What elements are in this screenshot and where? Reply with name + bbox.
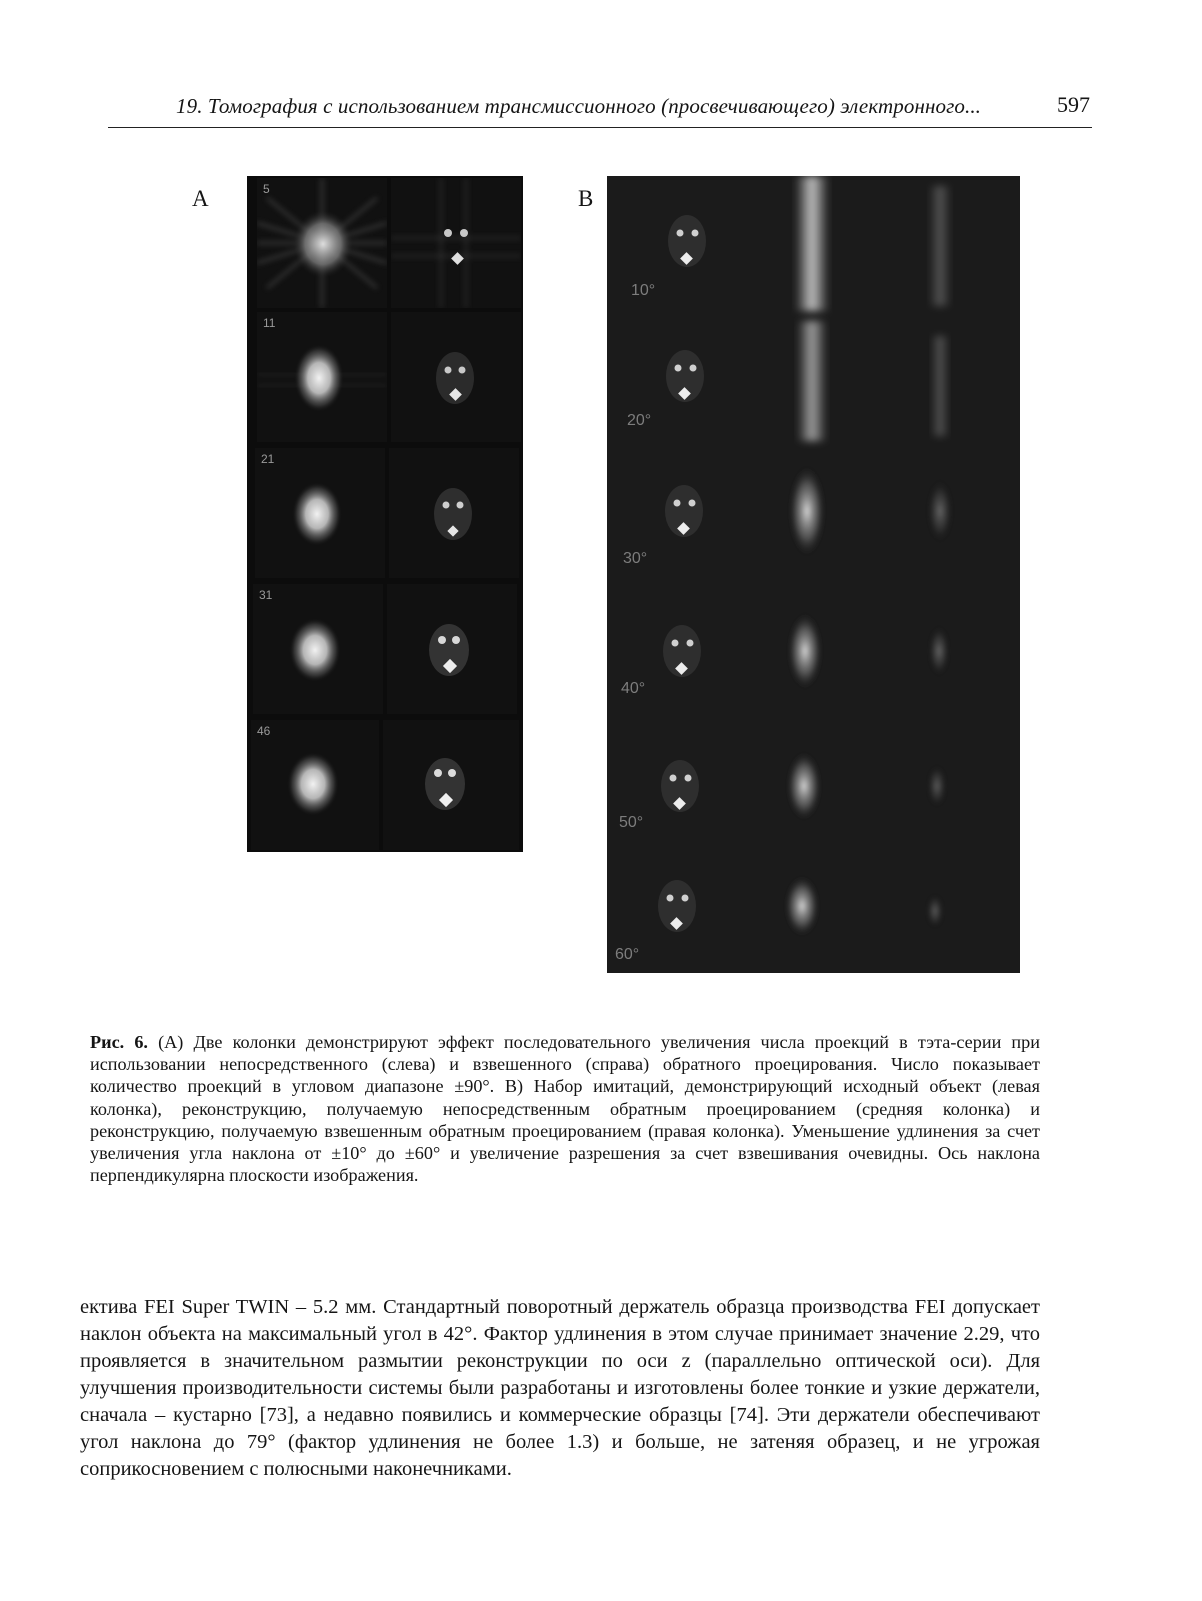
panel-b-label: B (578, 186, 594, 211)
panel-a-cell-weighted-2 (391, 312, 521, 442)
projection-count-label: 31 (259, 588, 273, 602)
running-header (108, 92, 1092, 128)
tilt-angle-label: 40° (621, 680, 646, 697)
running-title: 19. Томография с использованием трансмиссионного (просвечивающего) электронного... (176, 94, 982, 118)
figure-caption (90, 1031, 1040, 1186)
panel-a-grid (247, 176, 523, 852)
panel-a-cell-direct-5 (251, 720, 379, 850)
tilt-angle-label: 10° (631, 282, 656, 299)
panel-a-cell-weighted-1 (391, 178, 521, 308)
panel-b-grid (607, 176, 1020, 973)
tilt-angle-label: 50° (619, 814, 644, 831)
projection-count-label: 11 (263, 316, 276, 330)
body-text (80, 1294, 1040, 1483)
panel-a-cell-direct-1 (257, 178, 387, 308)
panel-a-cell-direct-2 (257, 312, 387, 442)
tilt-angle-label: 30° (623, 550, 648, 567)
projection-count-label: 21 (261, 452, 275, 466)
tilt-angle-label: 20° (627, 412, 652, 429)
body-paragraph: ектива FEI Super TWIN – 5.2 мм. Стандартный поворотный держатель образца производства FEI допускает наклон объекта на максимальный угол в 42°. Фактор удлинения в этом случае принимает значение 2.29, что проявляется в значительном размытии реконструкции по оси z (параллельно оптической оси). Для улучшения производительности системы были разработаны и изготовлены более тонкие и узкие держатели, сначала – кустарно [73], а недавно появились и коммерческие образцы [74]. Эти держатели обеспечивают угол наклона до 79° (фактор удлинения не более 1.3) и больше, не затеняя образец, и не угрожая соприкосновением с полюсными наконечниками. (80, 1296, 1040, 1480)
projection-count-label: 46 (257, 724, 271, 738)
page-number: 597 (1057, 92, 1090, 117)
panel-a-cell-direct-3 (255, 448, 385, 578)
panel-b-simulations (607, 176, 1020, 973)
panel-a-cell-weighted-5 (383, 720, 519, 850)
panel-a-label: A (192, 186, 209, 211)
projection-count-label: 5 (263, 182, 270, 196)
header-rule (108, 127, 1092, 128)
figure-caption-text: (А) Две колонки демонстрируют эффект последовательного увеличения числа проекций в тэта-серии при использовании непосредственного (слева) и взвешенного (справа) обратного проецирования. Число показывает количество проекций в угловом диапазоне ±90°. В) Набор имитаций, демонстрирующий исходный объект (левая колонка), реконструкцию, получаемую непосредственным обратным проецированием (средняя колонка) и реконструкцию, получаемую взвешенным обратным проецированием (правая колонка). Уменьшение удлинения за счет увеличения угла наклона от ±10° до ±60° и увеличение разрешения за счет взвешивания очевидны. Ось наклона перпендикулярна плоскости изображения. (90, 1032, 1040, 1186)
panel-a-cell-weighted-3 (389, 448, 519, 578)
tilt-angle-label: 60° (615, 946, 640, 963)
panel-a-cell-direct-4 (253, 584, 383, 714)
figure-caption-label: Рис. 6. (90, 1032, 148, 1052)
panel-a-cell-weighted-4 (387, 584, 517, 714)
